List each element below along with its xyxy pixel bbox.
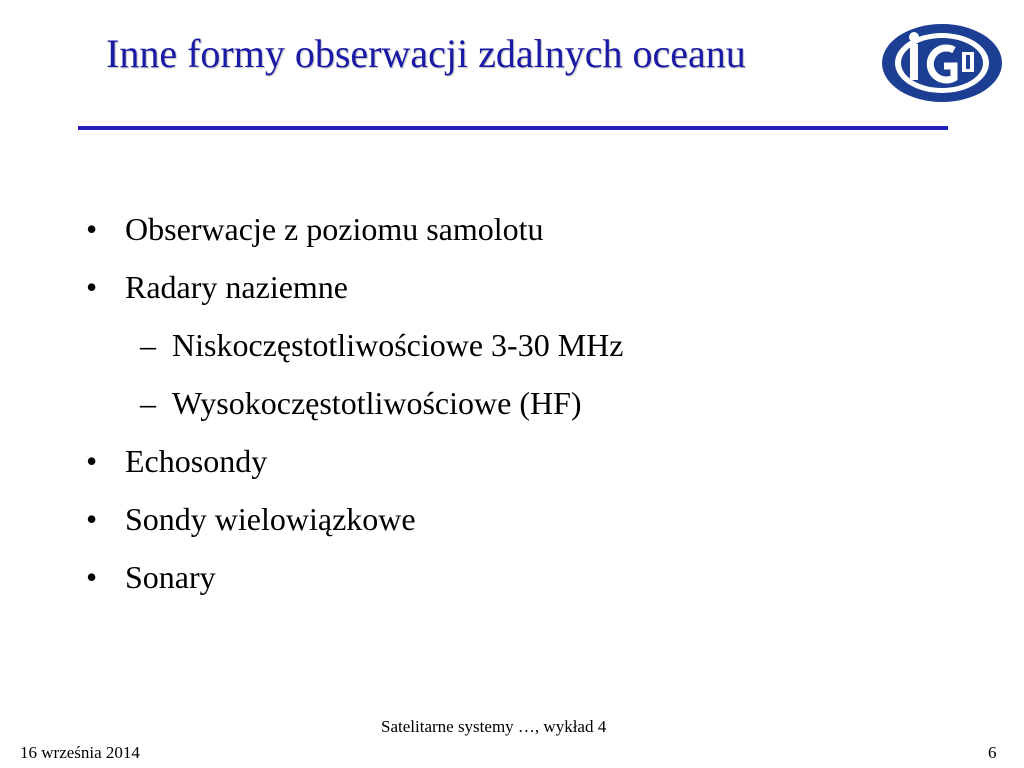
list-item xyxy=(0,548,1024,606)
sub-list-item xyxy=(0,374,1024,432)
institute-emblem-icon xyxy=(880,22,1004,104)
bullet-text: Sondy wielowiązkowe xyxy=(125,501,416,537)
bullet-marker: • xyxy=(86,443,98,479)
bullet-marker: • xyxy=(86,559,98,595)
sub-bullet-text: Niskoczęstotliwościowe 3-30 MHz xyxy=(172,327,624,363)
bullet-marker: • xyxy=(86,211,98,247)
dash-marker: – xyxy=(140,385,156,421)
bullet-marker: • xyxy=(86,501,98,537)
sub-bullet-text: Wysokoczęstotliwościowe (HF) xyxy=(172,385,582,421)
footer-course-title: Satelitarne systemy …, wykład 4 xyxy=(381,717,607,736)
bullet-marker: • xyxy=(86,269,98,305)
list-item xyxy=(0,432,1024,490)
footer-date: 16 września 2014 xyxy=(20,743,140,762)
page-number: 6 xyxy=(988,743,997,762)
bullet-text: Radary naziemne xyxy=(125,269,348,305)
bullet-text: Obserwacje z poziomu samolotu xyxy=(125,211,544,247)
bullet-text: Sonary xyxy=(125,559,216,595)
bullet-text: Echosondy xyxy=(125,443,268,479)
list-item xyxy=(0,200,1024,258)
list-item xyxy=(0,490,1024,548)
bullet-list xyxy=(0,200,1024,606)
slide-title: Inne formy obserwacji zdalnych oceanu xyxy=(106,31,746,76)
dash-marker: – xyxy=(140,327,156,363)
title-underline-rule xyxy=(78,126,948,130)
sub-list-item xyxy=(0,316,1024,374)
list-item xyxy=(0,258,1024,316)
